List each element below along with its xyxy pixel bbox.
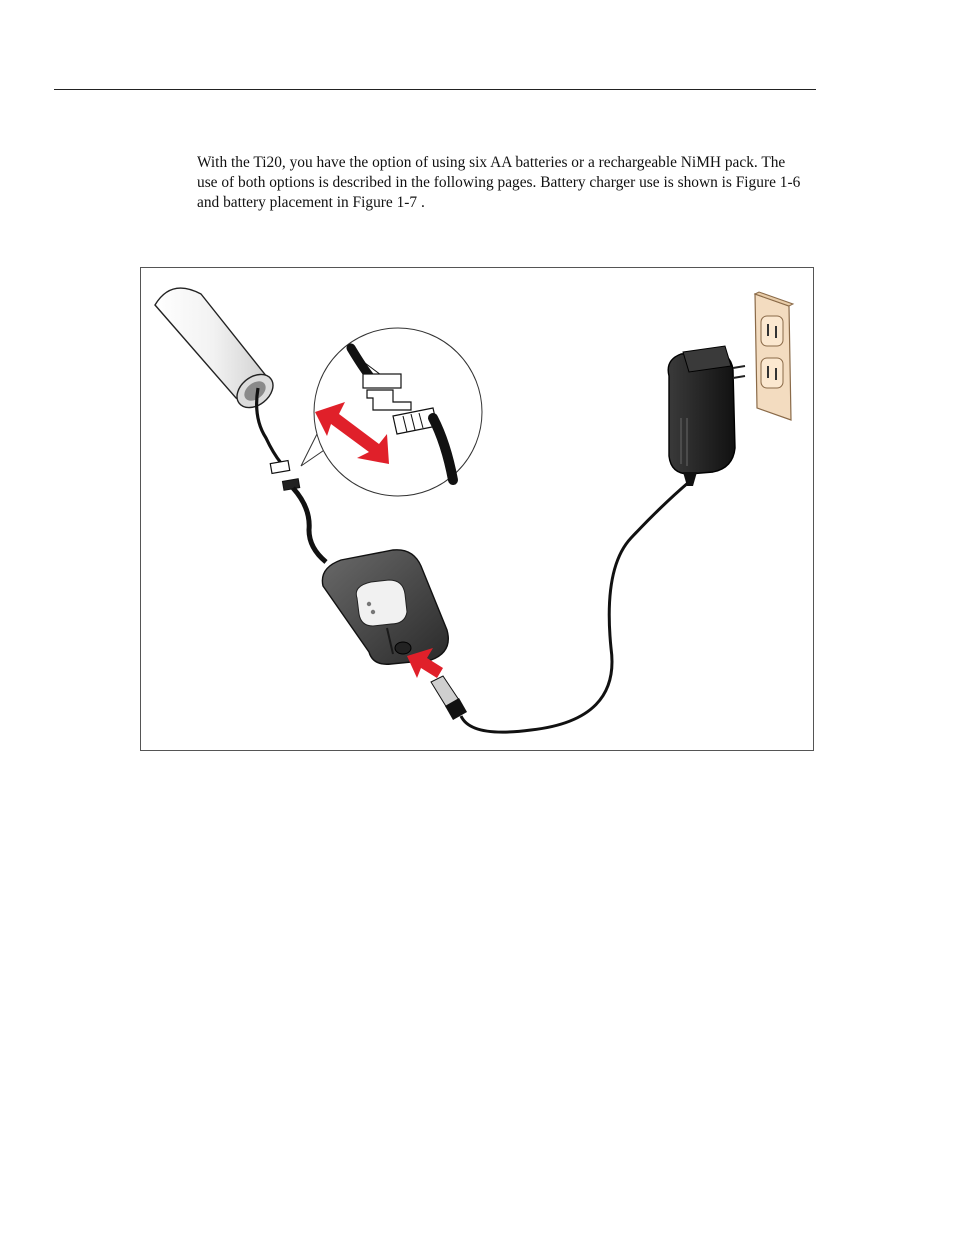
dc-barrel-plug [431, 676, 467, 720]
charger-illustration [141, 268, 813, 750]
charger-connector [282, 479, 299, 491]
battery-pack [155, 288, 279, 414]
intro-paragraph: With the Ti20, you have the option of using six AA batteries or a rechargeable NiMH pack. The use of both options is described in the following pages. Battery charger use is shown is Figure 1-6 and battery placement in Figure 1-7 . [197, 154, 801, 211]
battery-connector [270, 461, 289, 474]
wall-outlet [755, 292, 793, 420]
adapter-cable [461, 482, 689, 732]
ac-adapter [668, 346, 745, 486]
header-rule [54, 89, 816, 90]
charger-lead-cable [293, 488, 326, 562]
battery-charger [322, 550, 448, 664]
figure-battery-charger [140, 267, 814, 751]
